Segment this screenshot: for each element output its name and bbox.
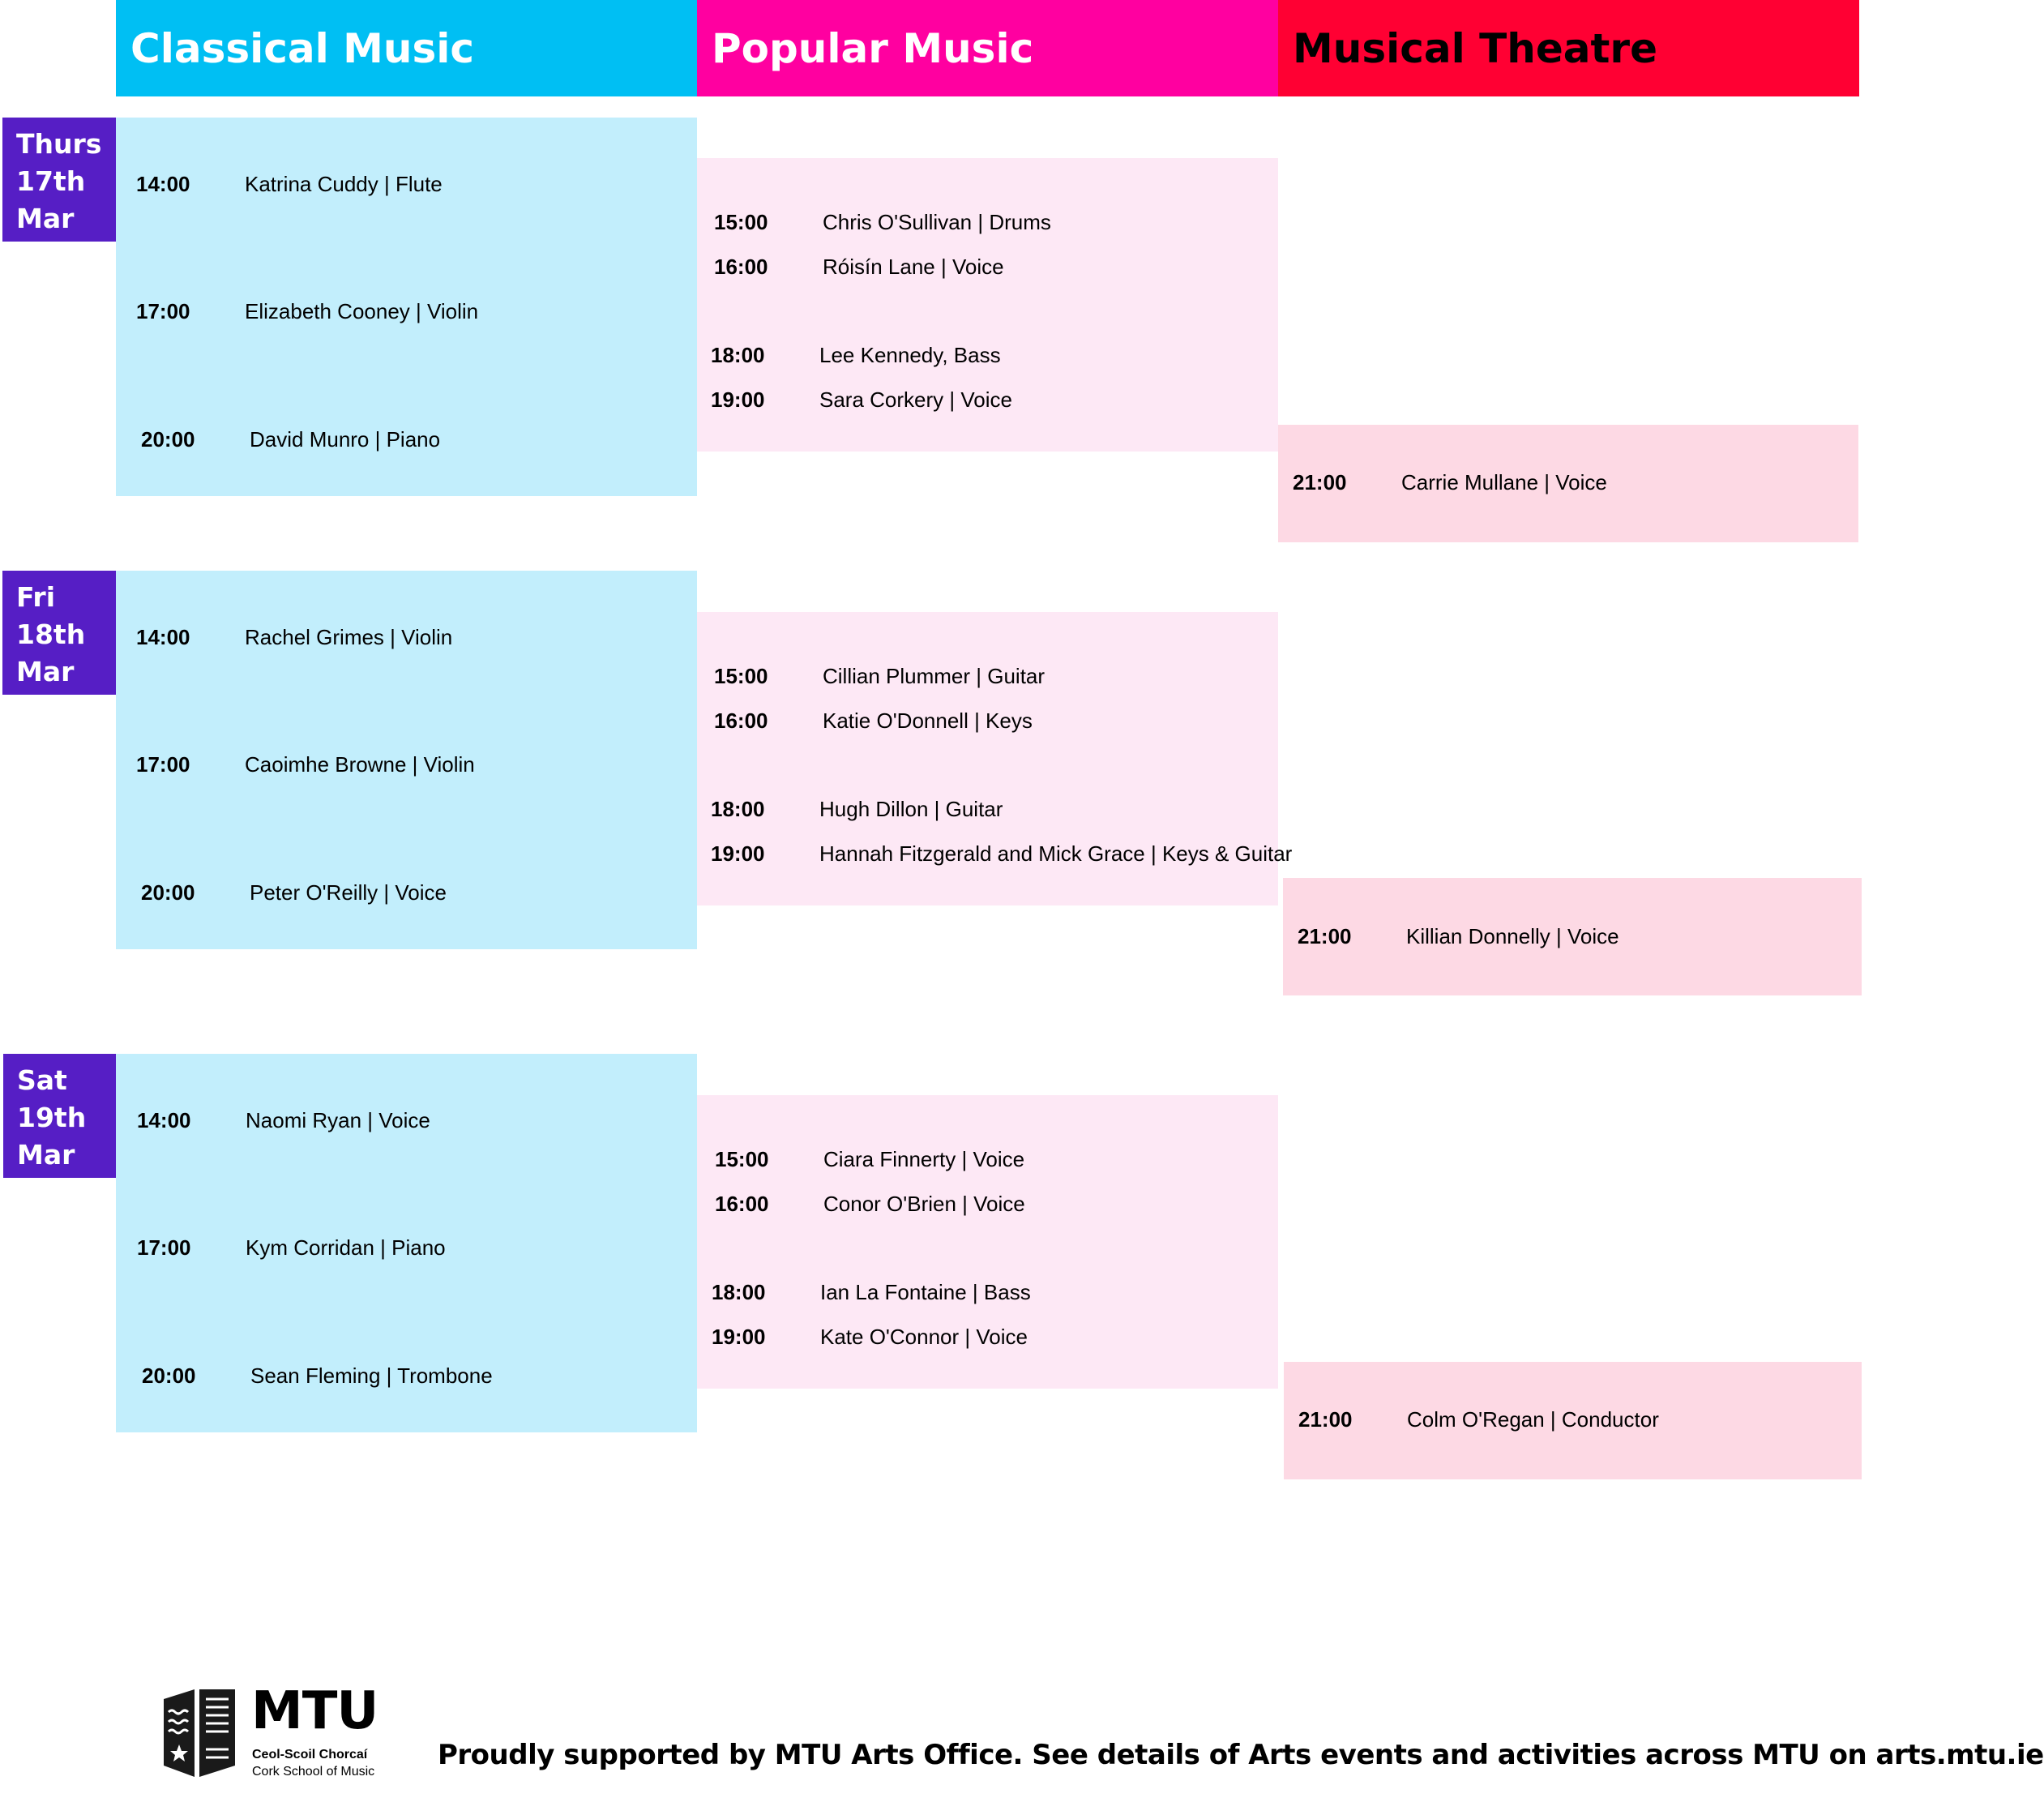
classical-block-thursday (116, 118, 697, 496)
performer: Carrie Mullane | Voice (1401, 470, 1607, 494)
slot-time: 21:00 (1298, 924, 1352, 948)
performer: Naomi Ryan | Voice (246, 1108, 430, 1132)
performer: Caoimhe Browne | Violin (245, 752, 475, 777)
slot-time: 14:00 (137, 1108, 191, 1132)
theatre-block-friday (1283, 878, 1862, 995)
classical-block-friday (116, 571, 697, 949)
performer: Ian La Fontaine | Bass (820, 1280, 1031, 1304)
slot-time: 18:00 (712, 1280, 766, 1304)
slot-time: 14:00 (136, 172, 190, 196)
slot-time: 19:00 (712, 1325, 766, 1349)
slot-time: 15:00 (714, 210, 768, 234)
header-label: Classical Music (130, 24, 475, 72)
slot-time: 21:00 (1293, 470, 1347, 494)
performer: Cillian Plummer | Guitar (823, 664, 1046, 688)
performer: Róisín Lane | Voice (823, 255, 1004, 279)
header-classical-music (116, 0, 697, 96)
shield-icon (162, 1688, 238, 1779)
day-name: Fri (16, 581, 56, 613)
slot-time: 18:00 (711, 797, 765, 821)
slot-time: 20:00 (141, 880, 195, 905)
day-month: Mar (16, 656, 75, 687)
slot-time: 17:00 (136, 752, 190, 777)
logo-subtitle-irish: Ceol-Scoil Chorcaí (252, 1748, 368, 1761)
theatre-block-thursday (1278, 425, 1858, 542)
performer: Kate O'Connor | Voice (820, 1325, 1028, 1349)
performer: Ciara Finnerty | Voice (823, 1147, 1025, 1171)
header-label: Popular Music (712, 24, 1034, 72)
slot-time: 21:00 (1298, 1407, 1353, 1432)
popular-block-friday (697, 612, 1293, 905)
slot-time: 18:00 (711, 343, 765, 367)
popular-block-thursday (697, 158, 1278, 452)
slot-time: 17:00 (137, 1235, 191, 1260)
slot-time: 19:00 (711, 841, 765, 866)
performer: Elizabeth Cooney | Violin (245, 299, 479, 323)
performer: Hannah Fitzgerald and Mick Grace | Keys & Guitar (819, 841, 1293, 866)
day-date: 19th (17, 1102, 87, 1133)
slot-time: 16:00 (714, 255, 768, 279)
slot-time: 16:00 (715, 1192, 769, 1216)
day-label-thursday (2, 118, 116, 242)
slot-time: 15:00 (715, 1147, 769, 1171)
header-musical-theatre (1278, 0, 1859, 96)
slot-time: 19:00 (711, 387, 765, 412)
day-month: Mar (16, 203, 75, 234)
day-month: Mar (17, 1139, 75, 1171)
performer: Peter O'Reilly | Voice (250, 880, 447, 905)
performer: Chris O'Sullivan | Drums (823, 210, 1051, 234)
performer: Katrina Cuddy | Flute (245, 172, 443, 196)
performer: David Munro | Piano (250, 427, 441, 452)
header-label: Musical Theatre (1293, 24, 1657, 72)
performer: Lee Kennedy, Bass (819, 343, 1001, 367)
day-date: 18th (16, 619, 86, 650)
day-name: Thurs (16, 128, 102, 160)
day-name: Sat (17, 1064, 67, 1096)
performer: Hugh Dillon | Guitar (819, 797, 1003, 821)
slot-time: 14:00 (136, 625, 190, 649)
header-popular-music (697, 0, 1278, 96)
performer: Katie O'Donnell | Keys (823, 708, 1033, 733)
performer: Sara Corkery | Voice (819, 387, 1012, 412)
performer: Conor O'Brien | Voice (823, 1192, 1025, 1216)
theatre-block-saturday (1284, 1362, 1862, 1479)
mtu-logo (160, 1681, 396, 1779)
logo-subtitle-english: Cork School of Music (252, 1765, 375, 1779)
logo-wordmark: MTU (251, 1681, 378, 1741)
day-label-friday (2, 571, 116, 695)
footer-text: Proudly supported by MTU Arts Office. See details of Arts events and activities across MTU on arts.mtu.ie (438, 1739, 2044, 1771)
performer: Rachel Grimes | Violin (245, 625, 453, 649)
slot-time: 20:00 (142, 1363, 196, 1388)
popular-block-saturday (697, 1095, 1278, 1389)
day-label-saturday (3, 1054, 117, 1178)
day-date: 17th (16, 165, 86, 197)
performer: Killian Donnelly | Voice (1406, 924, 1619, 948)
slot-time: 17:00 (136, 299, 190, 323)
performer: Sean Fleming | Trombone (250, 1363, 493, 1388)
performer: Kym Corridan | Piano (246, 1235, 446, 1260)
slot-time: 16:00 (714, 708, 768, 733)
classical-block-saturday (116, 1054, 697, 1432)
slot-time: 15:00 (714, 664, 768, 688)
performer: Colm O'Regan | Conductor (1407, 1407, 1659, 1432)
slot-time: 20:00 (141, 427, 195, 452)
